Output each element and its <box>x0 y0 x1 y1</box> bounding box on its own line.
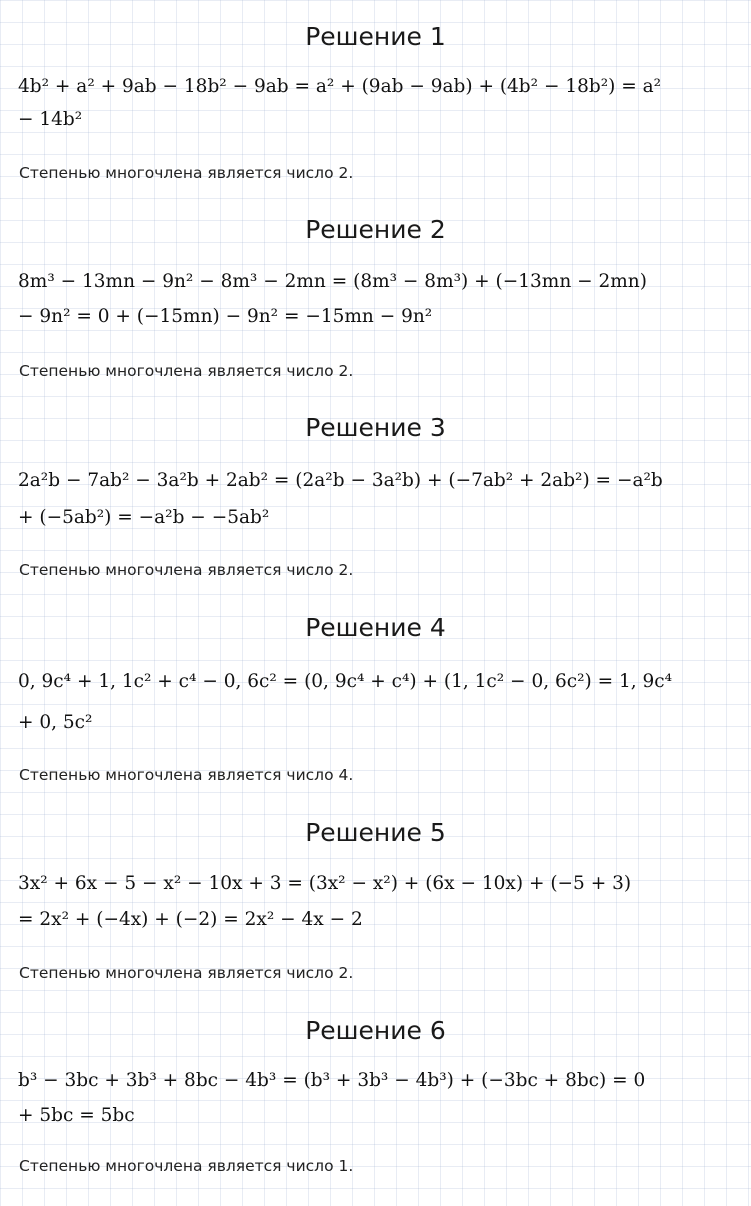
solution-5-line-1: 3x² + 6x − 5 − x² − 10x + 3 = (3x² − x²) + (6x − 10x) + (−5 + 3) <box>18 873 632 894</box>
solution-6-line-1: b³ − 3bc + 3b³ + 8bc − 4b³ = (b³ + 3b³ − 4b³) + (−3bc + 8bc) = 0 <box>18 1070 646 1091</box>
solution-6-line-2: + 5bc = 5bc <box>18 1105 135 1126</box>
solution-2-line-1: 8m³ − 13mn − 9n² − 8m³ − 2mn = (8m³ − 8m³) + (−13mn − 2mn) <box>18 271 647 292</box>
solution-5-note: Степенью многочлена является число 2. <box>19 964 354 982</box>
solution-4-note: Степенью многочлена является число 4. <box>19 766 354 784</box>
solution-1-title: Решение 1 <box>305 22 446 51</box>
solution-5-line-2: = 2x² + (−4x) + (−2) = 2x² − 4x − 2 <box>18 909 363 930</box>
solution-4-line-1: 0, 9c⁴ + 1, 1c² + c⁴ − 0, 6c² = (0, 9c⁴ + c⁴) + (1, 1c² − 0, 6c²) = 1, 9c⁴ <box>18 671 673 692</box>
solution-5-title: Решение 5 <box>305 818 446 847</box>
solution-3-line-1: 2a²b − 7ab² − 3a²b + 2ab² = (2a²b − 3a²b) + (−7ab² + 2ab²) = −a²b <box>18 470 663 491</box>
solution-6-title: Решение 6 <box>305 1016 446 1045</box>
solution-1-note: Степенью многочлена является число 2. <box>19 164 354 182</box>
solution-4-title: Решение 4 <box>305 613 446 642</box>
solution-2-note: Степенью многочлена является число 2. <box>19 362 354 380</box>
solution-3-note: Степенью многочлена является число 2. <box>19 561 354 579</box>
solution-3-line-2: + (−5ab²) = −a²b − −5ab² <box>18 507 270 528</box>
solution-6-note: Степенью многочлена является число 1. <box>19 1157 354 1175</box>
solution-3-title: Решение 3 <box>305 413 446 442</box>
solution-1-line-2: − 14b² <box>18 109 83 130</box>
solution-1-line-1: 4b² + a² + 9ab − 18b² − 9ab = a² + (9ab − 9ab) + (4b² − 18b²) = a² <box>18 76 662 97</box>
solution-2-line-2: − 9n² = 0 + (−15mn) − 9n² = −15mn − 9n² <box>18 306 433 327</box>
solution-2-title: Решение 2 <box>305 215 446 244</box>
solution-4-line-2: + 0, 5c² <box>18 712 93 733</box>
